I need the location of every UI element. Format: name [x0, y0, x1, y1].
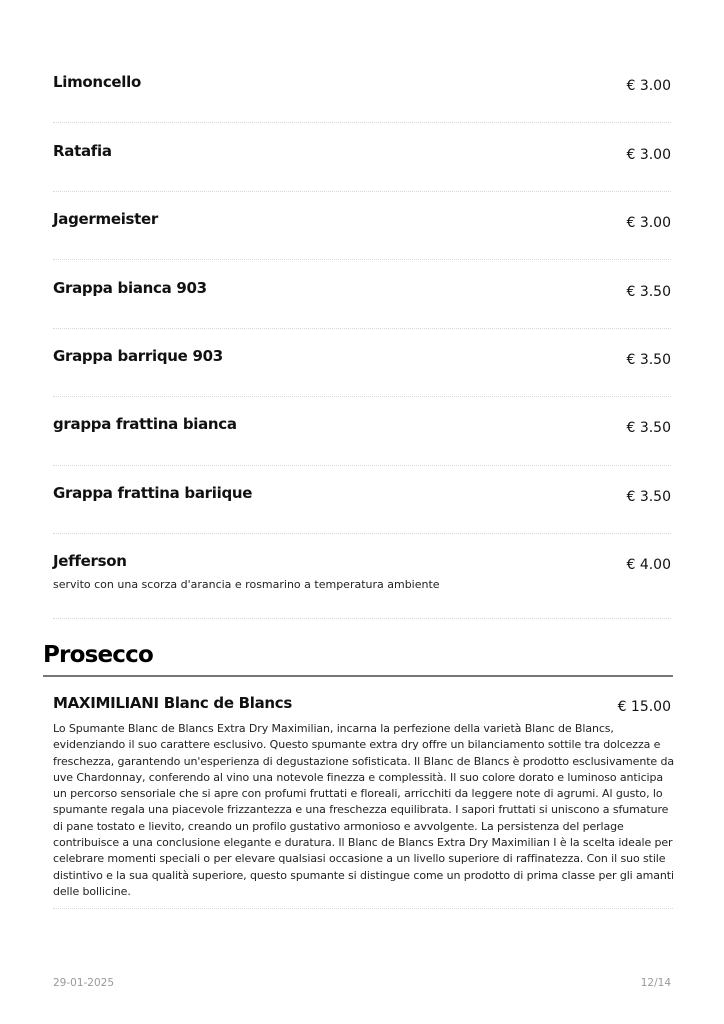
item-name: Grappa frattina bariique — [53, 484, 253, 502]
item-description: servito con una scorza d'arancia e rosmarino a temperatura ambiente — [53, 578, 440, 591]
page-number: 12/14 — [640, 977, 671, 989]
divider — [53, 533, 671, 534]
divider — [53, 465, 671, 466]
item-name: Grappa barrique 903 — [53, 347, 223, 365]
section-title: Prosecco — [43, 642, 153, 668]
divider — [53, 328, 671, 329]
item-name: Limoncello — [53, 73, 141, 91]
item-name: Jagermeister — [53, 210, 159, 228]
item-price: € 3.00 — [626, 215, 671, 231]
item-price: € 3.00 — [626, 147, 671, 163]
divider — [53, 259, 671, 260]
divider — [53, 122, 671, 123]
item-name: MAXIMILIANI Blanc de Blancs — [53, 694, 293, 712]
item-price: € 3.50 — [626, 352, 671, 368]
item-name: grappa frattina bianca — [53, 415, 237, 433]
divider — [53, 191, 671, 192]
divider — [53, 908, 673, 909]
item-description: Lo Spumante Blanc de Blancs Extra Dry Maximilian, incarna la perfezione della varietà Blanc de Blancs, evidenziando il suo carattere esclusivo. Questo spumante extra dry offre un bilanciamento sottile tra dolcezza e freschezza, garantendo un'esperienza di degustazione sofisticata. Il Blanc de Blancs è prodotto esclusivamente da uve Chardonnay, conferendo al vino una notevole finezza e complessità. Il suo colore dorato e luminoso anticipa un percorso sensoriale che si apre con profumi fruttati e floreali, arricchiti da leggere note di agrumi. Al gusto, lo spumante regala una piacevole frizzantezza e una freschezza equilibrata. I sapori fruttati si uniscono a sfumature di pane tostato e lievito, creando un profilo gustativo armonioso e avvolgente. La persistenza del perlage contribuisce a una conclusione elegante e duratura. Il Blanc de Blancs Extra Dry Maximilian I è la scelta ideale per celebrare momenti speciali o per elevare qualsiasi occasione a un livello superiore di raffinatezza. Con il suo stile distintivo e la sua qualità superiore, questo spumante si distingue come un prodotto di prima classe per gli amanti delle bollicine. — [53, 722, 675, 898]
item-price: € 15.00 — [617, 699, 671, 715]
item-name: Jefferson — [53, 552, 127, 570]
section-rule — [43, 675, 673, 677]
divider — [53, 396, 671, 397]
item-price: € 3.50 — [626, 284, 671, 300]
item-name: Ratafia — [53, 142, 112, 160]
item-price: € 4.00 — [626, 557, 671, 573]
item-price: € 3.50 — [626, 489, 671, 505]
item-price: € 3.00 — [626, 78, 671, 94]
item-name: Grappa bianca 903 — [53, 279, 207, 297]
footer-date: 29-01-2025 — [53, 977, 115, 989]
item-price: € 3.50 — [626, 420, 671, 436]
divider — [53, 618, 671, 619]
